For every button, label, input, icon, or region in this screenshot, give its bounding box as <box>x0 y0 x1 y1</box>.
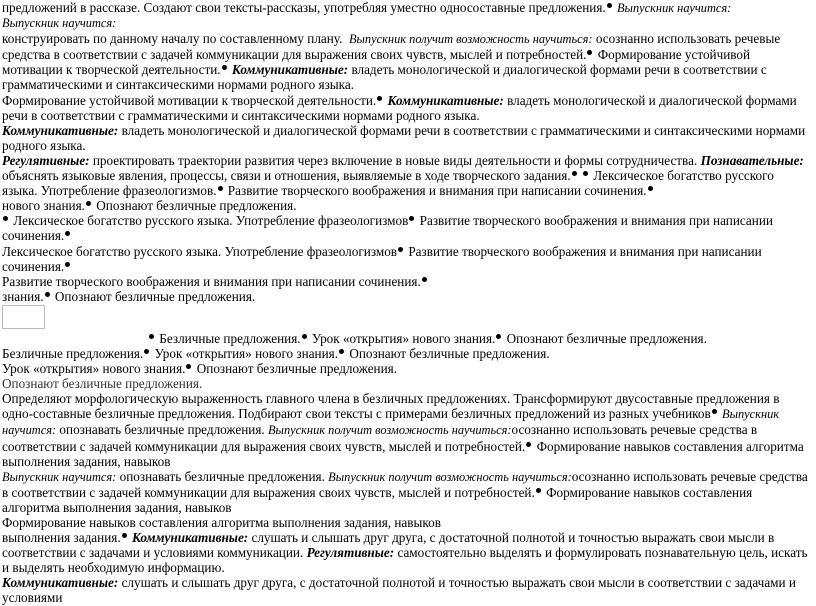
text: Лексическое богатство русского языка. Употребление фразеологизмов <box>2 243 398 259</box>
image-placeholder <box>2 305 45 329</box>
paragraph-9 <box>2 244 810 274</box>
bullet-icon <box>144 349 149 354</box>
bold-italic-text: Коммуникативные: <box>231 62 349 78</box>
paragraph-13 <box>2 346 810 361</box>
text: Опознают безличные предложения. <box>196 361 398 377</box>
bullet-icon <box>572 171 577 176</box>
bullet-icon <box>496 334 501 339</box>
bullet-icon <box>45 292 50 297</box>
bold-italic-text: Познавательные: <box>700 152 804 168</box>
paragraph-12 <box>2 331 810 346</box>
bullet-icon <box>222 65 227 70</box>
text: Определяют морфологическую выраженность главного члена в безличных предложениях. Трансформируют двусоставные предложения в одно-составные безличные предложения. Подбирают свои тексты с примерами безличных предложений из разных учебников <box>2 391 780 422</box>
italic-text: Выпускник научится: <box>2 407 780 438</box>
bullet-icon <box>583 171 588 176</box>
paragraph-18: Формирование навыков составления алгоритма выполнения задания, навыков <box>2 515 441 530</box>
text: нового знания. <box>2 198 85 214</box>
bullet-icon <box>3 216 8 221</box>
text: опознавать безличные предложения. <box>119 468 325 484</box>
bold-italic-text: Коммуникативные: <box>2 122 119 138</box>
italic-text: Выпускник получит возможность научиться: <box>348 32 593 47</box>
text: Опознают безличные предложения. <box>506 330 707 346</box>
paragraph-20 <box>2 575 810 605</box>
bold-italic-text: Коммуникативные: <box>131 530 249 546</box>
italic-text: Выпускник получит возможность научиться: <box>267 423 512 438</box>
paragraph-19 <box>2 530 810 575</box>
text: осознанно использовать речевые средства в соответствии с задачей коммуникации для выражения своих чувств, мыслей и потребностей. <box>2 422 758 454</box>
text: Опознают безличные предложения. <box>349 345 550 361</box>
text: Формирование навыков составления алгоритма выполнения задания, навыков <box>2 438 804 469</box>
bullet-icon <box>409 216 414 221</box>
text: опознавать безличные предложения. <box>59 422 265 438</box>
text: Развитие творческого воображения и внимания при написании сочинения. <box>2 243 762 274</box>
bullet-icon <box>377 96 382 101</box>
paragraph-2: Выпускник научится: <box>2 16 117 31</box>
text: Безличные предложения. <box>2 345 144 361</box>
text: осознанно использовать речевые средства в соответствии с задачей коммуникации для выражения своих чувств, мыслей и потребностей. <box>2 31 781 63</box>
bold-italic-text: Регулятивные: <box>306 545 395 561</box>
paragraph-11 <box>2 289 810 304</box>
bullet-icon <box>422 277 427 282</box>
bullet-icon <box>86 201 91 206</box>
text: Безличные предложения. <box>159 330 301 346</box>
bullet-icon <box>587 50 592 55</box>
paragraph-16 <box>2 391 810 468</box>
bullet-icon <box>218 186 223 191</box>
bullet-icon <box>648 186 653 191</box>
text: самостоятельно выделять и формулировать познавательную цель, искать и выделять необходимую информацию. <box>2 545 808 576</box>
bullet-icon <box>398 247 403 252</box>
italic-text: Выпускник научится: <box>616 1 732 15</box>
bullet-icon <box>339 349 344 354</box>
bullet-icon <box>536 488 541 493</box>
paragraph-4 <box>2 93 810 123</box>
bold-italic-text: Коммуникативные: <box>2 575 119 591</box>
bullet-icon <box>65 262 70 267</box>
bold-italic-text: Коммуникативные: <box>387 92 504 108</box>
text: владеть монологической и диалогической формами речи в соответствии с грамматическими и синтаксическими нормами родного языка. <box>2 92 797 123</box>
paragraph-17 <box>2 469 810 515</box>
bullet-icon <box>607 3 612 8</box>
text: конструировать по данному началу по составленному плану. <box>2 31 343 47</box>
text: владеть монологической и диалогической формами речи в соответствии с грамматическими и синтаксическими нормами родного языка. <box>2 62 767 93</box>
italic-text: Выпускник получит возможность научиться: <box>328 469 572 484</box>
text: Развитие творческого воображения и внимания при написании сочинения. <box>2 213 773 244</box>
paragraph-1 <box>2 0 810 16</box>
paragraph-10 <box>2 274 810 289</box>
text: Опознают безличные предложения. <box>54 288 256 304</box>
paragraph-14 <box>2 361 810 376</box>
bullet-icon <box>149 334 154 339</box>
paragraph-8 <box>2 213 810 243</box>
bullet-icon <box>712 409 717 414</box>
text: Урок «открытия» нового знания. <box>311 330 496 346</box>
paragraph-5 <box>2 123 810 153</box>
text: предложений в рассказе. Создают свои тексты-рассказы, употребляя уместно односоставные предложения. <box>2 0 606 15</box>
text: Развитие творческого воображения и внимания при написании сочинения. <box>227 183 647 199</box>
text: Формирование навыков составления алгоритма выполнения задания, навыков <box>2 484 753 515</box>
text: Формирование устойчивой мотивации к творческой деятельности. <box>2 47 751 78</box>
text: владеть монологической и диалогической формами речи в соответствии с грамматическими и синтаксическими нормами родного языка. <box>2 122 806 153</box>
bold-italic-text: Регулятивные: <box>2 152 90 168</box>
text: Урок «открытия» нового знания. <box>154 345 339 361</box>
italic-text: Выпускник научится: <box>2 469 117 484</box>
text: Урок «открытия» нового знания. <box>2 361 186 377</box>
bullet-icon <box>526 442 531 447</box>
text: Формирование устойчивой мотивации к творческой деятельности. <box>2 92 377 108</box>
text: объяснять языковые явления, процессы, связи и отношения, выявляемые в ходе творческого задания. <box>2 168 571 184</box>
paragraph-15: Опознают безличные предложения. <box>2 376 203 392</box>
bullet-icon <box>122 533 127 538</box>
text: осознанно использовать речевые средства в соответствии с задачей коммуникации для выражения своих чувств, мыслей и потребностей. <box>2 468 808 500</box>
text: слушать и слышать друг друга, с достаточной полнотой и точностью выражать свои мысли в соответствии с задачами и условиями коммуникации. <box>2 530 775 561</box>
bullet-icon <box>65 231 70 236</box>
bullet-icon <box>302 334 307 339</box>
text: Лексическое богатство русского языка. Употребление фразеологизмов. <box>2 168 774 199</box>
text: проектировать траектории развития через включение в новые виды деятельности и формы сотрудничества. <box>92 152 698 168</box>
bullet-icon <box>186 364 191 369</box>
paragraph-6 <box>2 153 810 198</box>
text: Опознают безличные предложения. <box>96 198 297 214</box>
text: выполнения задания. <box>2 530 121 546</box>
text: Развитие творческого воображения и внимания при написании сочинения. <box>2 273 421 289</box>
paragraph-3 <box>2 31 810 92</box>
text: знания. <box>2 288 44 304</box>
paragraph-7 <box>2 198 810 213</box>
text: слушать и слышать друг друга, с достаточной полнотой и точностью выражать свои мысли в соответствии с задачами и условиями <box>2 575 796 606</box>
text: Лексическое богатство русского языка. Употребление фразеологизмов <box>13 213 409 229</box>
